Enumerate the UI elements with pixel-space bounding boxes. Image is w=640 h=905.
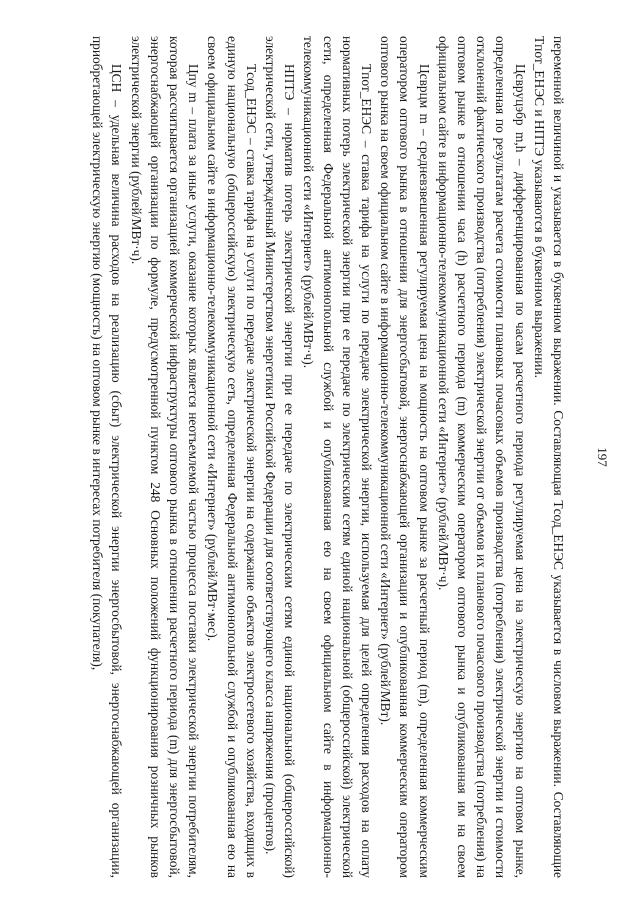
paragraph-maintenance-tariff: Tсод_ЕНЭС – ставка тарифа на услуги по передаче электрической энергии на содержание объектов электросетевого хозяйства, входящих в единую национальную (общероссийскую) электрическую сеть, определенная Федеральной антимонопольной службой и опубликованная ею на своем официальном сайте в информационно-телекоммуникационной сети «Интернет» (рублей/МВт·мес). — [205, 36, 259, 878]
paragraph-sales-markup: ЦСН – удельная величина расходов на реализацию (сбыт) электрической энергии энергосбытовой, энергоснабжающей организации, приобретающей электрическую энергию (мощность) на оптовом рынке в интересах потребителя (покупателя), — [90, 36, 125, 878]
document-page — [22, 36, 612, 878]
paragraph-other-services: Цпу m – плата за иные услуги, оказание которых является неотъемлемой частью процесса поставки электрической энергии потребителям, которая рассчитывается организацией коммерческой инфраструктуры оптового рынка в отношении расчетного периода (m) для энергосбытовой, энергоснабжающей организации по формуле, предусмотренной пунктом 248 Основных положений функционирования розничных рынков электрической энергии (рублей/МВт·ч). — [128, 36, 202, 878]
page-number: 197 — [595, 447, 610, 467]
paragraph-intro: переменной величиной и указывается в буквенном выражении. Составляющая Tсод_ЕНЭС указывается в числовом выражении. Составляющие Tпот_ЕНЭС и НПТЭ указываются в буквенном выражении. — [531, 36, 566, 878]
document-body — [88, 36, 568, 878]
paragraph-loss-norm: НПТЭ – норматив потерь электрической энергии при ее передаче по электрическим сетям единой национальной (общероссийской) электрической сети, утвержденный Министерством энергетики Российской Федерации для соответствующего класса напряжения (процентов). — [262, 36, 298, 878]
paragraph-price-capacity: Цсврцм m – средневзвешенная регулируемая цена на мощность на оптовом рынке за расчетный период (m), определенная коммерческим оператором оптового рынка в отношении для энергосбытовой, энергоснабжающей организации и опубликованная коммерческим оператором оптового рынка на своем официальном сайте в информационно-телекоммуникационной сети «Интернет» (рублей/МВт). — [378, 36, 432, 878]
paragraph-price-energy-hourly: Цсвруцэбр m,h – дифференцированная по часам расчетного периода регулируемая цена на электрическую энергию на оптовом рынке, определенная по результатам расчета стоимости плановых почасовых объемов производства (потребления) электрической энергии и стоимости отклонений фактического производства (потребления) электрической энергии от объемов их планового почасового производства (потребления) на оптовом рынке в отношении часа (h) расчетного периода (m) коммерческим оператором оптового рынка и опубликованная им на своем официальном сайте в информационно-телекоммуникационной сети «Интернет» (рублей/МВт·ч). — [435, 36, 528, 878]
paragraph-loss-tariff: Tпот_ЕНЭС – ставка тарифа на услуги по передаче электрической энергии, используемая для целей определения расходов на оплату нормативных потерь электрической энергии при ее передаче по электрическим сетям единой национальной (общероссийской) электрической сети, определенная Федеральной антимонопольной службой и опубликованная ею на своем официальном сайте в информационно-телекоммуникационной сети «Интернет» (рублей/МВт·ч). — [301, 36, 374, 878]
